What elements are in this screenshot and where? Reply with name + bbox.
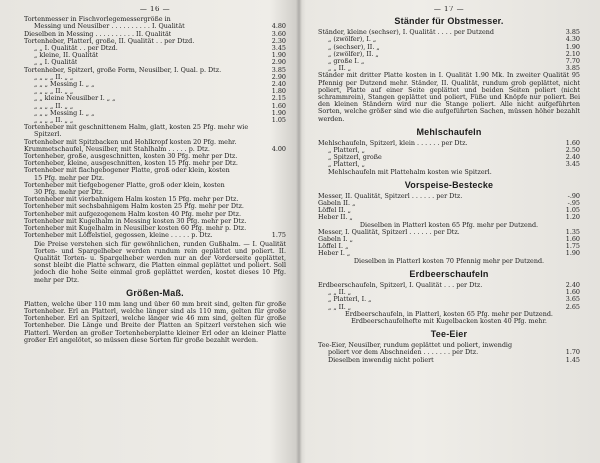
price-row: [318, 51, 580, 58]
price-row-price: 1.75: [565, 242, 580, 251]
price-row-text: Messing und Neusilber . . . . . . . . . . I. Qualität: [34, 23, 185, 31]
price-row-price: [283, 160, 286, 167]
price-row-price: 4.80: [271, 22, 286, 31]
price-row-text: Mehlschaufeln, Spitzerl, klein . . . . . . per Dtz.: [318, 139, 468, 147]
page-gutter: [296, 0, 302, 463]
price-row-text: Tortenheber mit aufgezogenem Halm kosten 40 Pfg. mehr per Dtz.: [24, 210, 242, 218]
tee-line-3-text: Dieselben inwendig nicht poliert: [328, 356, 434, 364]
staender-note: Ständer mit dritter Platte kosten in I. Qualität 1.90 Mk. In zweiter Qualität 95 Pfennig per Dutzend mehr. Ständer, II. Qualität, rundum grob geplättet, nicht poliert, Platte auf einer Seite geplättet und beiden Seiten poliert (nicht schrammrein), Stangen geplättet und poliert, Füße und Knöpfe nur poliert. Bei den kleinen Ständern wird nur die Stange poliert. Alle nicht aufgeführten Sorten, welche größer sind wie die aufgeführten Sachen, müssen höher bezahlt werden.: [318, 71, 580, 123]
price-row: [24, 45, 286, 52]
price-row: [24, 211, 286, 218]
price-row-price: 3.65: [565, 295, 580, 304]
price-row-text: „ „ „ „ II. „ „: [34, 88, 74, 96]
left-note: Die Preise verstehen sich für gewöhnlichen, runden Gußhalm. — I. Qualität Torten- und Spargelheber werden rundum rein geplättet und poliert. II. Qualität Torten- u. Spargelheber werden nur an der Vorderseite geplättet, sonst bleibt die Platte schwarz, die Platten einmal geplättet und poliert. Soll jedoch die hohe Seite einmal groß geplättet werden, kostet dieses 10 Pfg. mehr per Dtz.: [34, 239, 286, 284]
price-row: [24, 67, 286, 74]
price-row-text: Tortenheber mit geschnittenem Halm, glatt, kosten 25 Pfg. mehr wie: [24, 124, 249, 132]
price-row: [24, 31, 286, 38]
erdbeer-list: [318, 282, 580, 311]
erdbeer-note-1: Erdbeerschaufeln, in Platterl, kosten 65 Pfg. mehr per Dutzend.: [345, 309, 553, 318]
price-row-text: Heber II. „: [318, 214, 353, 222]
price-row: [24, 146, 286, 153]
price-row-text: Krummetschaufel, Neusilber, mit Stahlhalm . . . . . p. Dtz.: [24, 145, 210, 153]
price-row-price: 1.90: [271, 51, 286, 60]
price-row-text: „ große I. „: [328, 58, 365, 66]
price-row-price: 3.85: [271, 65, 286, 74]
price-row: [24, 175, 286, 182]
section-title-erdbeer: Erdbeerschaufeln: [409, 268, 489, 279]
section-title-vorspeise: Vorspeise-Bestecke: [404, 179, 494, 190]
price-row-price: [283, 153, 286, 160]
price-row-text: Messer, II. Qualität, Spitzerl . . . . . . per Dtz.: [318, 192, 463, 200]
price-row-price: 1.90: [271, 108, 286, 117]
price-row-price: 1.60: [271, 101, 286, 110]
price-row-text: Gabeln I. „: [318, 236, 353, 244]
price-row: [318, 36, 580, 43]
price-row-text: „ Platterl, I. „: [328, 296, 372, 304]
price-row: [318, 243, 580, 250]
price-row-text: „ (sechser), II. „: [328, 43, 380, 51]
price-row-text: „ „ „ „ II. „ „: [34, 102, 74, 110]
price-row-price: [283, 182, 286, 189]
price-row-text: „ Platterl, „: [328, 161, 365, 169]
price-row-text: „ „ „ „ II. „ „: [34, 73, 74, 81]
price-row: [24, 160, 286, 167]
price-row-text: „ (zwölfer), II. „: [328, 50, 379, 58]
price-row-price: [283, 189, 286, 196]
vorspeise-note-1: Dieselben in Platterl kosten 65 Pfg. mehr per Dutzend.: [359, 220, 539, 229]
price-row: [318, 58, 580, 65]
price-row: [24, 131, 286, 138]
erdbeer-note-2: Erdbeerschaufelhefte mit Kugelbacken kosten 40 Pfg. mehr.: [351, 316, 547, 325]
price-row-price: 2.30: [271, 36, 286, 45]
price-row-price: [283, 203, 286, 210]
section-title-mehl: Mehlschaufeln: [416, 126, 482, 137]
price-row-price: 2.50: [565, 146, 580, 155]
vorspeise-list-2: [318, 193, 580, 222]
price-row-price: 4.30: [565, 35, 580, 44]
price-row-price: 4.00: [271, 144, 286, 153]
price-row: [24, 52, 286, 59]
price-row-price: 1.80: [271, 87, 286, 96]
price-row-text: Tortenheber mit sechsbahnigem Halm kosten 25 Pfg. mehr per Dtz.: [24, 203, 244, 211]
price-row-text: Tortenheber mit Löffelstiel, gegossen, kleine . . . . . p. Dtz.: [24, 232, 213, 240]
price-row-text: „ „ II. „: [328, 65, 352, 73]
price-row: [318, 154, 580, 161]
tee-line-2-price: 1.70: [565, 348, 580, 357]
price-row-price: [283, 124, 286, 131]
price-row-price: 2.40: [565, 280, 580, 289]
price-row-price: [283, 167, 286, 174]
price-row: [24, 196, 286, 203]
price-row: [318, 282, 580, 289]
left-price-list: [24, 16, 286, 239]
price-row-price: 2.65: [565, 302, 580, 311]
tee-line-2: [318, 349, 580, 356]
price-row: [318, 193, 580, 200]
price-row-price: 1.60: [565, 288, 580, 297]
price-row-text: Tortenheber mit flachgebogener Platte, groß oder klein, kosten: [24, 167, 230, 175]
price-row-text: Tortenmesser in Fischvorlegemessergröße in: [24, 16, 171, 24]
price-row: [24, 167, 286, 174]
section-title-groessen: Größen-Maß.: [126, 287, 184, 298]
left-page: [24, 6, 286, 458]
price-row-price: 3.60: [271, 29, 286, 38]
price-row-price: -.90: [567, 191, 580, 200]
mehl-list: [318, 140, 580, 169]
price-row-text: „ Platterl, „: [328, 147, 365, 155]
price-row-text: Tortenheber mit vierbahnigem Halm kosten 15 Pfg. mehr per Dtz.: [24, 196, 239, 204]
price-row-text: „ „ I. Qualität: [34, 59, 78, 67]
price-row: [24, 203, 286, 210]
tee-line-2-text: poliert vor dem Abschneiden . . . . . . . per Dtz.: [328, 349, 479, 357]
price-row: [24, 95, 286, 102]
price-row-text: Heber I. „: [318, 250, 351, 258]
price-row-text: Messer, I. Qualität, Spitzerl . . . . . . per Dtz.: [318, 228, 460, 236]
price-row-price: 2.10: [565, 49, 580, 58]
price-row-price: [283, 218, 286, 225]
price-row: [318, 207, 580, 214]
price-row-price: [283, 196, 286, 203]
price-row: [24, 139, 286, 146]
tee-line-1: Tee-Eier, Neusilber, rundum geplättet und poliert, inwendig: [318, 341, 513, 350]
price-row-price: 1.05: [271, 116, 286, 125]
price-row: [24, 23, 286, 30]
price-row-text: Tortenheber mit tiefgebogener Platte, groß oder klein, kosten: [24, 181, 225, 189]
price-row-text: „ „ I. Qualität . . per Dtzd.: [34, 45, 118, 53]
price-row-text: „ kleine, II. Qualität: [34, 52, 99, 60]
price-row-price: 7.70: [565, 57, 580, 66]
price-row-text: „ „ „ Messing I. „ „: [34, 109, 95, 117]
price-row: [24, 182, 286, 189]
size-text: Platten, welche über 110 mm lang und über 60 mm breit sind, gelten für große Tortenheber. Erl an Platterl, welche länger sind als 110 mm, gelten für große Tortenheber. Erl an Spitzerl, welche länger wie 46 mm sind, gelten für große Tortenheber. Die Länge und Breite der Platten an Spitzerl verstehen sich wie Platterl. Werden an großer Tortenheberplatte kleiner Erl oder an kleiner Platte großer Erl angelötet, so müssen diese Sorten für große bezahlt werden.: [24, 299, 286, 344]
price-row: [24, 110, 286, 117]
price-row: [318, 44, 580, 51]
price-row-price: 1.90: [565, 42, 580, 51]
price-row: [24, 117, 286, 124]
price-row-text: Tortenheber, große, ausgeschnitten, kosten 30 Pfg. mehr per Dtz.: [24, 153, 238, 161]
price-row-text: 30 Pfg. mehr per Dtz.: [34, 189, 105, 197]
price-row: [24, 59, 286, 66]
section-title-staender: Ständer für Obstmesser.: [394, 16, 504, 27]
price-row-price: 3.85: [565, 28, 580, 37]
price-row-text: Dieselben in Messing . . . . . . . . . . II. Qualität: [24, 30, 172, 38]
tee-line-3: [318, 357, 580, 364]
price-row-price: 1.60: [565, 138, 580, 147]
price-row-text: Löffel II. „: [318, 207, 351, 215]
tee-line-3-price: 1.45: [565, 355, 580, 364]
price-row-price: 1.75: [271, 231, 286, 240]
vorspeise-note-2: Dieselben in Platterl kosten 70 Pfennig mehr per Dutzend.: [353, 256, 545, 265]
price-row-price: 2.40: [271, 80, 286, 89]
price-row: [24, 16, 286, 23]
price-row: [24, 74, 286, 81]
price-row-text: 15 Pfg. mehr per Dtz.: [34, 174, 105, 182]
price-row-text: Gabeln II. „: [318, 200, 356, 208]
price-row-text: „ „ kleine Neusilber I. „ „: [34, 95, 116, 103]
price-row-price: 1.90: [565, 249, 580, 258]
price-row-price: 2.15: [271, 94, 286, 103]
price-row-text: „ (zwölfer), I. „: [328, 36, 377, 44]
price-row-price: 2.90: [271, 72, 286, 81]
price-row-text: „ „ II. „: [328, 289, 352, 297]
price-row-text: Tortenheber mit Spitzbacken und Hohlkropf kosten 20 Pfg. mehr.: [24, 138, 237, 146]
price-row: [24, 232, 286, 239]
price-row-price: 2.40: [565, 153, 580, 162]
price-row-text: Tortenheber mit Kugelhalm in Messing kosten 30 Pfg. mehr per Dtz.: [24, 217, 247, 225]
price-row: [24, 88, 286, 95]
price-row: [318, 296, 580, 303]
price-row-text: Tortenheber, Platterl, große, II. Qualität . . per Dtzd.: [24, 37, 195, 45]
price-row-text: „ „ II. „: [328, 303, 352, 311]
price-row-price: 1.05: [565, 206, 580, 215]
price-row: [24, 189, 286, 196]
staender-list: [318, 29, 580, 72]
price-row: [318, 29, 580, 36]
price-row: [24, 218, 286, 225]
price-row-price: [283, 211, 286, 218]
price-row-price: 3.45: [271, 44, 286, 53]
price-row-price: [283, 131, 286, 138]
price-row-price: 3.85: [565, 64, 580, 73]
price-row-text: Tortenheber, Spitzerl, große Form, Neusilber, I. Qual. p. Dtz.: [24, 66, 222, 74]
price-row-price: 3.45: [565, 160, 580, 169]
price-row-text: „ Spitzerl, große: [328, 154, 382, 162]
page-number-right: — 17 —: [433, 6, 465, 13]
price-row-price: 1.35: [565, 227, 580, 236]
price-row-price: -.95: [567, 199, 580, 208]
price-row-text: „ „ „ „ II. „ „: [34, 117, 74, 125]
price-row: [24, 81, 286, 88]
price-row-text: „ „ „ Messing I. „ „: [34, 81, 95, 89]
page-number-left: — 16 —: [139, 6, 171, 13]
price-row: [24, 38, 286, 45]
price-row-text: Erdbeerschaufeln, Spitzerl, I. Qualität . . . per Dtz.: [318, 281, 483, 289]
price-row: [24, 103, 286, 110]
price-row: [318, 147, 580, 154]
mehl-note: Mehlschaufeln mit Plattehalm kosten wie Spitzerl.: [328, 167, 492, 176]
price-row: [318, 289, 580, 296]
price-row: [318, 236, 580, 243]
price-row-price: 2.90: [271, 58, 286, 67]
price-row: [24, 153, 286, 160]
price-row-text: Spitzerl.: [34, 131, 62, 139]
price-row: [24, 124, 286, 131]
price-row-text: Löffel I. „: [318, 243, 349, 251]
price-row-price: [283, 175, 286, 182]
price-row: [24, 225, 286, 232]
vorspeise-list-1: [318, 229, 580, 258]
section-title-tee: Tee-Eier: [430, 329, 468, 340]
price-row-text: Ständer, kleine (sechser), I. Qualität . . . . per Dutzend: [318, 29, 494, 37]
price-row-text: Tortenheber mit Kugelhalm in Neusilber kosten 60 Pfg. mehr p. Dtz.: [24, 225, 247, 233]
price-row-price: 1.60: [565, 235, 580, 244]
price-row: [318, 200, 580, 207]
price-row-text: Tortenheber, kleine, ausgeschnitten, kosten 15 Pfg. mehr per Dtz.: [24, 160, 238, 168]
right-page: [318, 6, 580, 458]
price-row: [318, 140, 580, 147]
price-row-price: 1.20: [565, 213, 580, 222]
price-row: [318, 229, 580, 236]
